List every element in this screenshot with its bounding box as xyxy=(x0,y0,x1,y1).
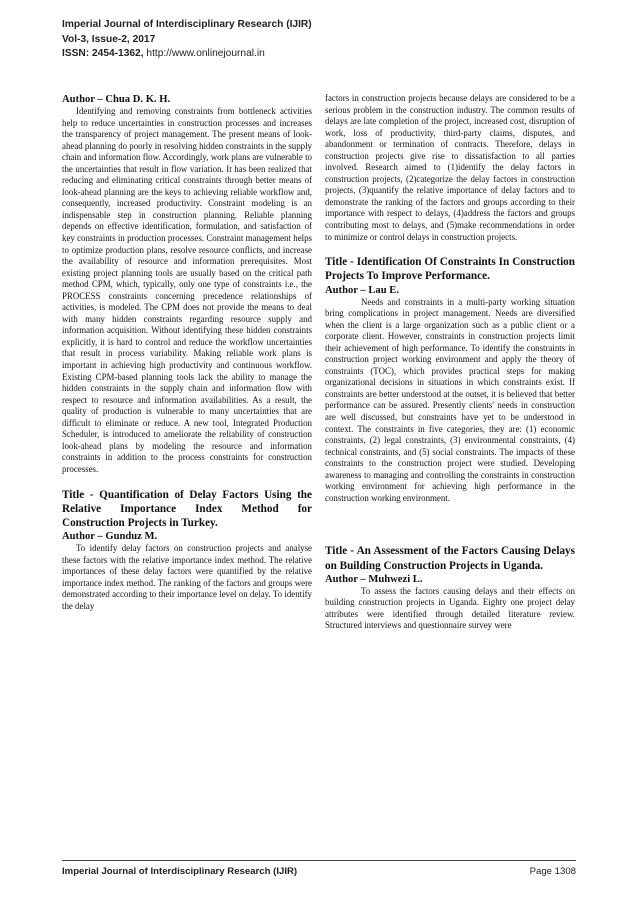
footer-journal: Imperial Journal of Interdisciplinary Research (IJIR) xyxy=(62,866,298,877)
journal-issn xyxy=(62,47,312,62)
author-muhwezi: Author – Muhwezi L. xyxy=(325,573,423,585)
author-gunduz: Author – Gunduz M. xyxy=(62,531,158,543)
footer-divider xyxy=(62,860,576,861)
title-gunduz: Title - Quantification of Delay Factors Using the Relative Importance Index Method for Construction Projects in Turkey. xyxy=(62,488,312,529)
running-header xyxy=(62,18,312,62)
left-column xyxy=(62,93,312,612)
author-chua: Author – Chua D. K. H. xyxy=(62,94,171,105)
journal-volume: Vol-3, Issue-2, 2017 xyxy=(62,33,156,45)
abstract-muhwezi-start: To assess the factors causing delays and their effects on building construction projects in Uganda. Eighty one project delay attributes were identified through detailed literature review. Structured interviews and questionnaire survey were xyxy=(325,585,575,631)
title-lau: Title - Identification Of Constraints In Construction Projects To Improve Performance. xyxy=(325,256,575,283)
abstract-lau: Needs and constraints in a multi-party working situation bring complications in project management. Needs are diversified when the client is a large organization such as a public client or a corporate client. However, constraints in construction projects limit their achievement of high performance. To identify the constraints in construction project working environment and apply the theory of constraints (TOC), which provides practical steps for making organizational decisions in situations in which constraints exist. If constraints are better understood at the outset, it is believed that better performance can be assured. Presently clients' needs in construction are well discussed, but constraints have yet to be understood in context. The constraints in five categories, they are: (1) economic constraints, (2) legal constraints, (3) environmental constraints, (4) technical constraints, and (5) social constraints. The impacts of these constraints to the construction project were studied. Developing awareness to managing and controlling the constraints in construction working environment for achieving high performance in the construction working environment. xyxy=(325,296,575,503)
right-column xyxy=(325,93,575,632)
author-lau: Author – Lau E. xyxy=(325,284,399,296)
journal-name: Imperial Journal of Interdisciplinary Research (IJIR) xyxy=(62,19,312,30)
abstract-chua: Identifying and removing constraints from bottleneck activities help to reduce uncertainties in construction processes and increases the transparency of project management. The present means of look-ahead planning do poorly in resolving hidden constraints in the supply chain and information flow. Accordingly, work plans are vulnerable to the uncertainties that result in flow variation. It has been realized that reducing and eliminating critical constraints through better means of look-ahead planning are the keys to achieving reliable workflow and, consequently, increased productivity. Constraint modeling is an indispensable step in construction planning. Reliable planning depends on effective identification, formulation, and satisfaction of key constraints in production processes. Constraint management helps to optimize production plans, resolve resource conflicts, and increase the availability of resource and information prerequisites. Most existing project planning tools are usually based on the critical path method CPM, which, typically, only one type of constraints i.e., the PROCESS constraints concerning precedence relationships of activities, is modeled. The CPM does not provide the means to deal with many hidden constraints regarding resource supply and information acquisition. Without identifying these hidden constraints explicitly, it is hard to control and reduce the workflow uncertainties that result in process variability. Making reliable work plans is important in achieving high productivity and continuous workflow. Existing CPM-based planning tools lack the ability to manage the hidden constraints in the supply chain and information flow with respect to resource and information availabilities. As a result, the quality of production is vulnerable to many uncertainties that are difficult to eliminate or reduce. A new tool, Integrated Production Scheduler, is introduced to ameliorate the reliability of construction look-ahead plans by modeling the resource and information constraints in addition to the process constraints for construction processes. xyxy=(62,106,312,474)
abstract-gunduz-end: factors in construction projects because delays are considered to be a serious problem in the construction industry. The common results of delays are late completion of the project, increased cost, disruption of work, loss of productivity, third-party claims, disputes, and abandonment or termination of contracts. Therefore, delays in construction projects give rise to dissatisfaction to all parties involved. Research aimed to (1)identify the delay factors in construction projects, (2)categorize the delay factors in construction projects, (3)quantify the relative importance of delay factors and to demonstrate the ranking of the factors and groups according to their importance with respect to delays, (4)address the factors and groups contributing most to delays, and (5)make recommendations in order to minimize or control delays in construction projects. xyxy=(325,93,575,242)
abstract-gunduz-start: To identify delay factors on construction projects and analyse these factors with the relative importance index method. The relative importances of these delay factors were quantified by the relative importance index method. The ranking of the factors and groups were demonstrated according to their importance level on delay. To identify the delay xyxy=(62,543,312,611)
issn-label: ISSN: 2454-1362, xyxy=(62,48,144,59)
page-number: Page 1308 xyxy=(529,866,576,877)
journal-url[interactable]: http://www.onlinejournal.in xyxy=(146,48,265,59)
title-muhwezi: Title - An Assessment of the Factors Causing Delays on Building Construction Projects in Uganda. xyxy=(325,545,575,572)
running-footer xyxy=(62,866,576,877)
